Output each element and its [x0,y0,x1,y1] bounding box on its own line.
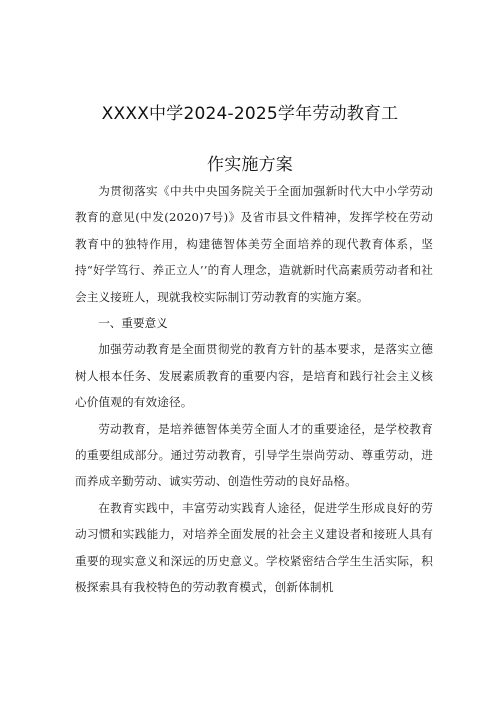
document-body [75,178,433,601]
intro-paragraph: 为贯彻落实《中共中央国务院关于全面加强新时代大中小学劳动教育的意见(中发(2020)7号)》及省市县文件精神，发挥学校在劳动教育中的独特作用，构建德智体美劳全面培养的现代教育体系，坚持“好学笃行、养正立人’’的育人理念，造就新时代高素质劳动者和社会主义接班人，现就我校实际制订劳动教育的实施方案。 [75,184,433,304]
body-paragraph: 劳动教育，是培养德智体美劳全面人才的重要途径，是学校教育的重要组成部分。通过劳动教育，引导学生崇尚劳动、尊重劳动，进而养成辛勤劳动、诚实劳动、创造性劳动的良好品格。 [75,421,433,489]
body-paragraph: 加强劳动教育是全面贯彻党的教育方针的基本要求，是落实立德树人根本任务、发展素质教育的重要内容，是培育和践行社会主义核心价值观的有效途径。 [75,342,433,410]
document-title-line-1: XXXX中学2024-2025学年劳动教育工 [101,104,399,124]
section-heading-significance: 一、重要意义 [98,316,168,331]
body-paragraph: 在教育实践中，丰富劳动实践育人途径，促进学生形成良好的劳动习惯和实践能力，对培养全面发展的社会主义建设者和接班人具有重要的现实意义和深远的历史意义。学校紧密结合学生生活实际，积极探索具有我校特色的劳动教育模式，创新体制机 [75,500,433,595]
document-title-line-2: 作实施方案 [207,155,293,175]
